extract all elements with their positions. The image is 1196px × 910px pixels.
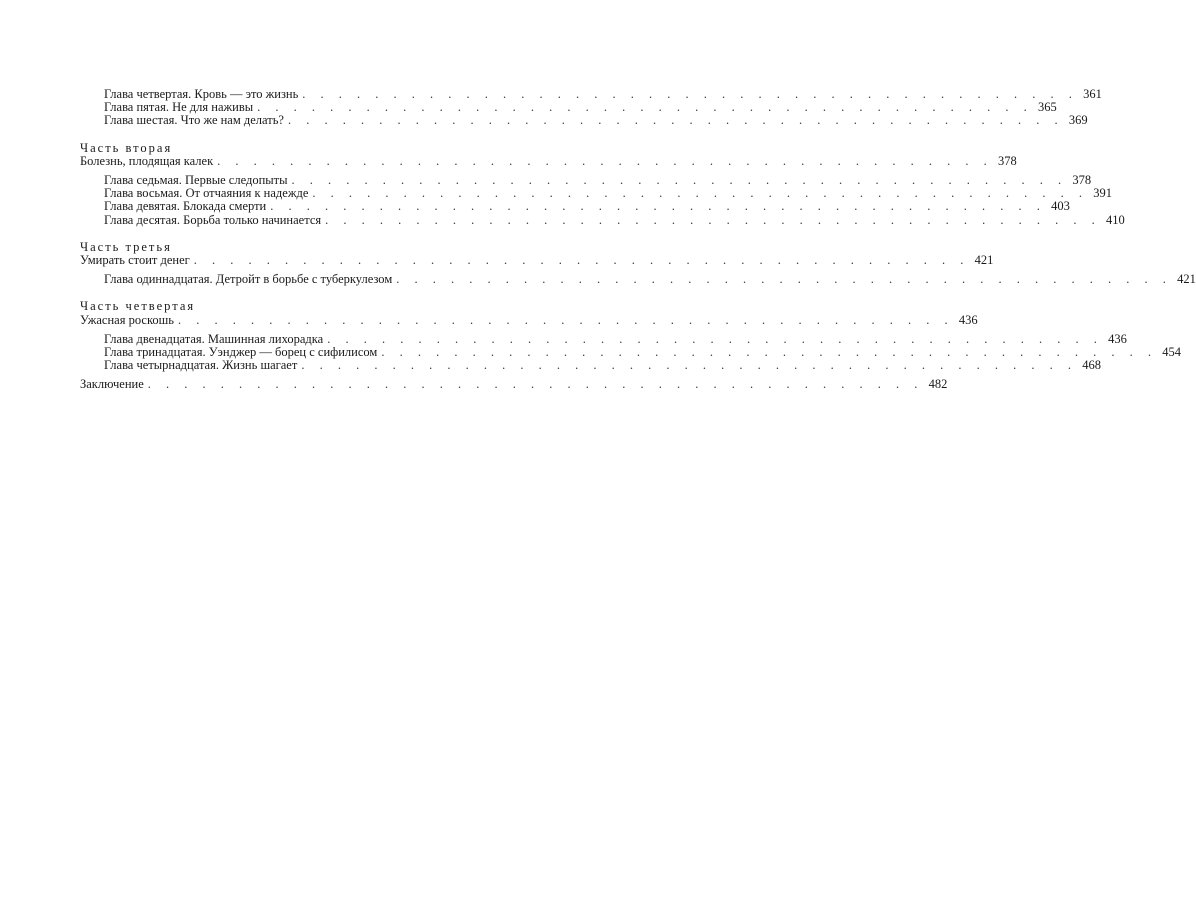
entry-title: Глава четырнадцатая. Жизнь шагает (104, 358, 298, 373)
entry-title: Глава шестая. Что же нам делать? (104, 113, 284, 128)
dot-leader: . . . . . . . . . . . . . . . . . . . . . . . . . . . . . . . . . . . . . . . . . . . (325, 212, 1101, 227)
entry-page: 482 (928, 377, 948, 392)
entry-title: Глава тринадцатая. Уэнджер — борец с сифилисом (104, 345, 378, 360)
part-title-entry (80, 153, 1017, 168)
entry-page: 410 (1106, 212, 1125, 227)
dot-leader: . . . . . . . . . . . . . . . . . . . . . . . . . . . . . . . . . . . . . . . . . . . (327, 331, 1103, 346)
dot-leader: . . . . . . . . . . . . . . . . . . . . . . . . . . . . . . . . . . . . . . . . . . . (287, 113, 1064, 128)
part-title-entry (80, 253, 994, 268)
entry-title: Глава седьмая. Первые следопыты (104, 173, 288, 188)
entry-title: Глава пятая. Не для наживы (104, 100, 254, 115)
toc-entry (80, 358, 1101, 373)
table-of-contents (80, 87, 1196, 392)
entry-title: Глава четвертая. Кровь — это жизнь (104, 87, 299, 101)
dot-leader: . . . . . . . . . . . . . . . . . . . . . . . . . . . . . . . . . . . . . . . . . . . (396, 272, 1172, 287)
part-title: Болезнь, плодящая калек (80, 153, 214, 168)
dot-leader: . . . . . . . . . . . . . . . . . . . . . . . . . . . . . . . . . . . . . . . . . . . (147, 377, 924, 392)
entry-page: 421 (1177, 272, 1196, 287)
entry-title: Глава восьмая. От отчаяния к надежде (104, 186, 309, 201)
part-label: Часть вторая (80, 140, 173, 155)
toc-entry (80, 212, 1125, 227)
entry-page: 365 (1038, 100, 1057, 115)
part-label: Часть четвертая (80, 299, 196, 314)
dot-leader: . . . . . . . . . . . . . . . . . . . . . . . . . . . . . . . . . . . . . . . . . . . (291, 173, 1068, 188)
conclusion-entry (80, 377, 948, 392)
dot-leader: . . . . . . . . . . . . . . . . . . . . . . . . . . . . . . . . . . . . . . . . . . . (193, 253, 970, 268)
entry-page: 391 (1093, 186, 1112, 201)
dot-leader: . . . . . . . . . . . . . . . . . . . . . . . . . . . . . . . . . . . . . . . . . . . (301, 358, 1077, 373)
dot-leader: . . . . . . . . . . . . . . . . . . . . . . . . . . . . . . . . . . . . . . . . . . . (381, 345, 1157, 360)
entry-title: Глава десятая. Борьба только начинается (104, 212, 322, 227)
entry-page: 454 (1162, 345, 1181, 360)
part-title: Умирать стоит денег (80, 253, 190, 268)
entry-title: Заключение (80, 377, 144, 392)
entry-page: 403 (1051, 199, 1070, 214)
dot-leader: . . . . . . . . . . . . . . . . . . . . . . . . . . . . . . . . . . . . . . . . . . . (270, 199, 1046, 214)
part-label: Часть третья (80, 239, 172, 254)
toc-entry (80, 272, 1196, 287)
part-title-entry (80, 312, 978, 327)
entry-page: 378 (1072, 173, 1092, 188)
entry-page: 369 (1068, 113, 1088, 128)
toc-entry (80, 199, 1070, 214)
dot-leader: . . . . . . . . . . . . . . . . . . . . . . . . . . . . . . . . . . . . . . . . . . . (177, 312, 954, 327)
dot-leader: . . . . . . . . . . . . . . . . . . . . . . . . . . . . . . . . . . . . . . . . . . . (312, 186, 1088, 201)
dot-leader: . . . . . . . . . . . . . . . . . . . . . . . . . . . . . . . . . . . . . . . . . . . (257, 100, 1033, 115)
part-title: Ужасная роскошь (80, 312, 174, 327)
entry-page: 436 (958, 312, 978, 327)
entry-title: Глава девятая. Блокада смерти (104, 199, 267, 214)
entry-title: Глава одиннадцатая. Детройт в борьбе с туберкулезом (104, 272, 393, 287)
entry-title: Глава двенадцатая. Машинная лихорадка (104, 331, 324, 346)
entry-page: 468 (1082, 358, 1101, 373)
entry-page: 361 (1083, 87, 1102, 101)
entry-page: 421 (974, 253, 994, 268)
dot-leader: . . . . . . . . . . . . . . . . . . . . . . . . . . . . . . . . . . . . . . . . . . . (302, 87, 1078, 101)
toc-entry (80, 113, 1088, 128)
dot-leader: . . . . . . . . . . . . . . . . . . . . . . . . . . . . . . . . . . . . . . . . . . . (217, 153, 993, 168)
entry-page: 378 (998, 153, 1017, 168)
entry-page: 436 (1108, 331, 1127, 346)
